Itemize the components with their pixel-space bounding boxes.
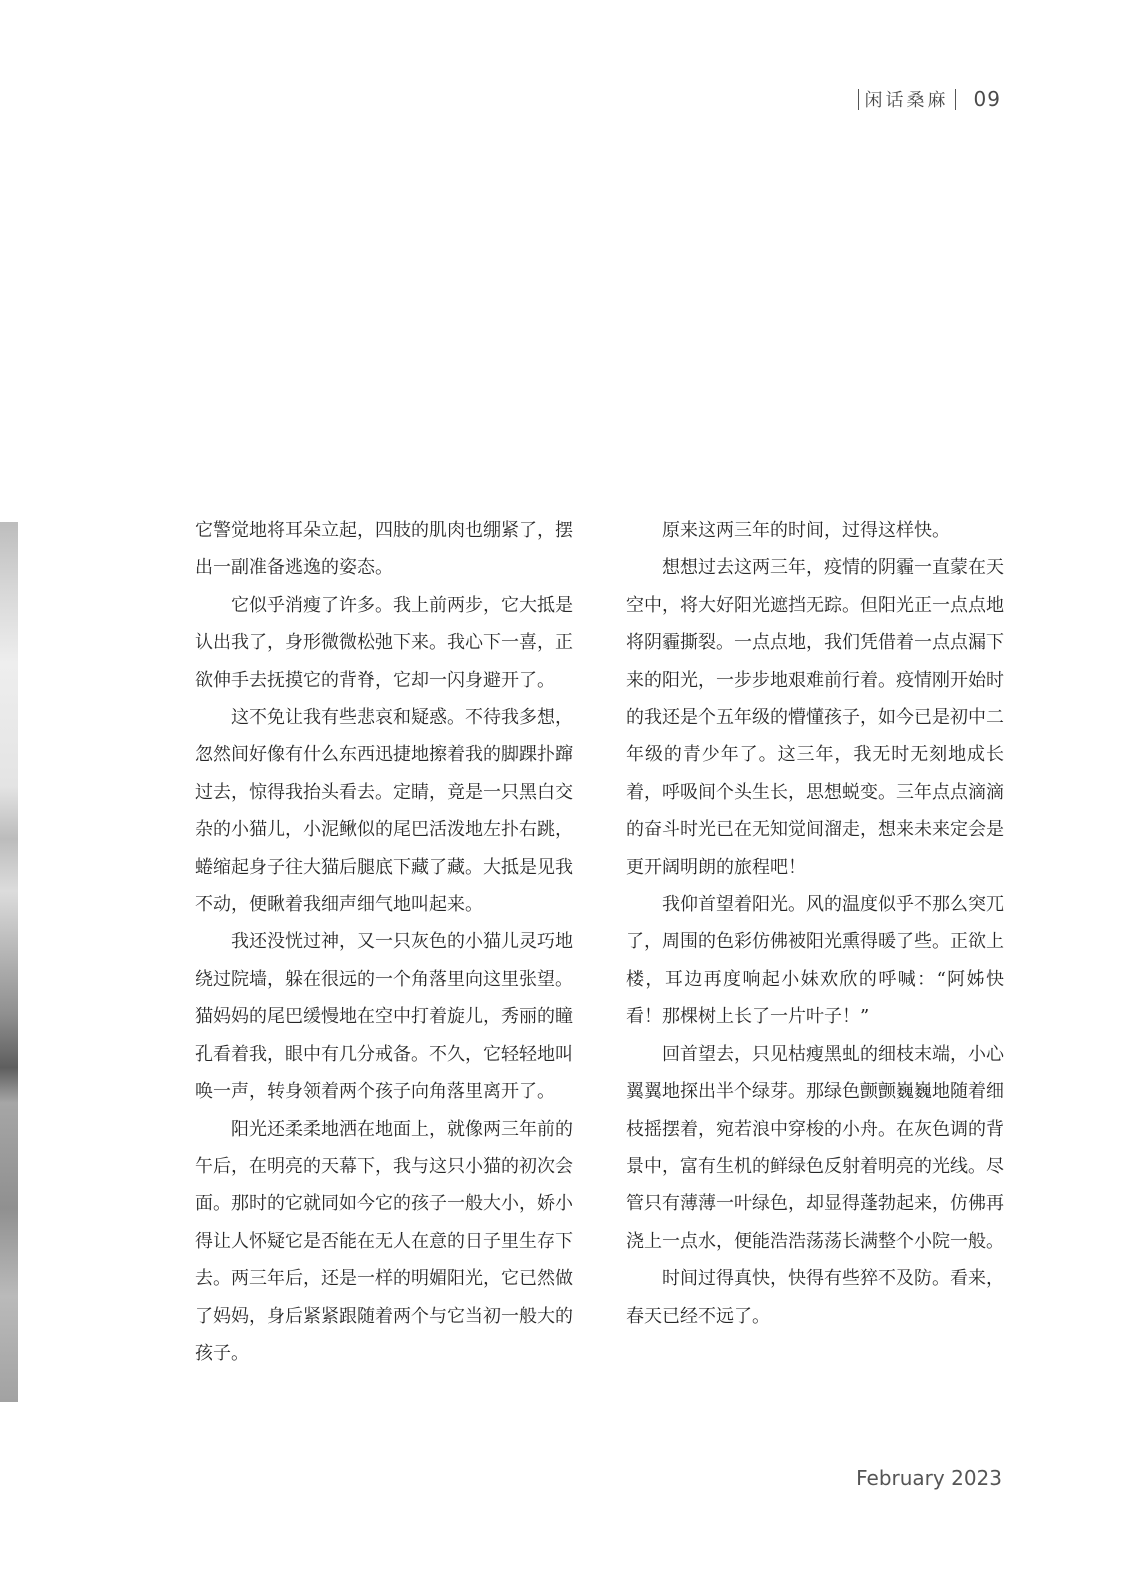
paragraph: 我仰首望着阳光。风的温度似乎不那么突兀了，周围的色彩仿佛被阳光熏得暖了些。正欲上楼，耳边再度响起小妹欢欣的呼喊：“阿姊快看！那棵树上长了一片叶子！” xyxy=(626,894,1004,1028)
divider-bar xyxy=(858,89,859,110)
paragraph: 原来这两三年的时间，过得这样快。 xyxy=(662,520,950,541)
divider-bar xyxy=(955,89,956,110)
paragraph: 时间过得真快，快得有些猝不及防。看来，春天已经不远了。 xyxy=(626,1268,1004,1327)
page-number: 09 xyxy=(973,87,1001,111)
article-column-left xyxy=(195,512,573,1372)
paragraph: 想想过去这两三年，疫情的阴霾一直蒙在天空中，将大好阳光遮挡无踪。但阳光正一点点地将阴霾撕裂。一点点地，我们凭借着一点点漏下来的阳光，一步步地艰难前行着。疫情刚开始时的我还是个五年级的懵懂孩子，如今已是初中二年级的青少年了。这三年，我无时无刻地成长着，呼吸间个头生长，思想蜕变。三年点点滴滴的奋斗时光已在无知觉间溜走，想来未来定会是更开阔明朗的旅程吧！ xyxy=(626,557,1004,878)
paragraph: 阳光还柔柔地洒在地面上，就像两三年前的午后，在明亮的天幕下，我与这只小猫的初次会面。那时的它就同如今它的孩子一般大小，娇小得让人怀疑它是否能在无人在意的日子里生存下去。两三年后，还是一样的明媚阳光，它已然做了妈妈，身后紧紧跟随着两个与它当初一般大的孩子。 xyxy=(195,1118,573,1364)
section-title: 闲话桑麻 xyxy=(864,90,949,111)
paragraph: 我还没恍过神，又一只灰色的小猫儿灵巧地绕过院墙，躲在很远的一个角落里向这里张望。猫妈妈的尾巴缓慢地在空中打着旋儿，秀丽的瞳孔看着我，眼中有几分戒备。不久，它轻轻地叫唤一声，转身领着两个孩子向角落里离开了。 xyxy=(195,931,573,1103)
side-photo-strip xyxy=(0,522,18,1402)
paragraph: 它警觉地将耳朵立起，四肢的肌肉也绷紧了，摆出一副准备逃逸的姿态。 xyxy=(195,520,573,579)
article-column-right xyxy=(626,512,1004,1335)
issue-date: February 2023 xyxy=(856,1466,1002,1490)
paragraph: 这不免让我有些悲哀和疑惑。不待我多想，忽然间好像有什么东西迅捷地擦着我的脚踝扑蹿过去，惊得我抬头看去。定睛，竟是一只黑白交杂的小猫儿，小泥鳅似的尾巴活泼地左扑右跳，蜷缩起身子往大猫后腿底下藏了藏。大抵是见我不动，便瞅着我细声细气地叫起来。 xyxy=(195,707,573,916)
paragraph: 回首望去，只见枯瘦黑虬的细枝末端，小心翼翼地探出半个绿芽。那绿色颤颤巍巍地随着细枝摇摆着，宛若浪中穿梭的小舟。在灰色调的背景中，富有生机的鲜绿色反射着明亮的光线。尽管只有薄薄一叶绿色，却显得蓬勃起来，仿佛再浇上一点水，便能浩浩荡荡长满整个小院一般。 xyxy=(626,1043,1004,1252)
page-header xyxy=(852,86,1001,112)
paragraph: 它似乎消瘦了许多。我上前两步，它大抵是认出我了，身形微微松弛下来。我心下一喜，正欲伸手去抚摸它的背脊，它却一闪身避开了。 xyxy=(195,594,573,691)
